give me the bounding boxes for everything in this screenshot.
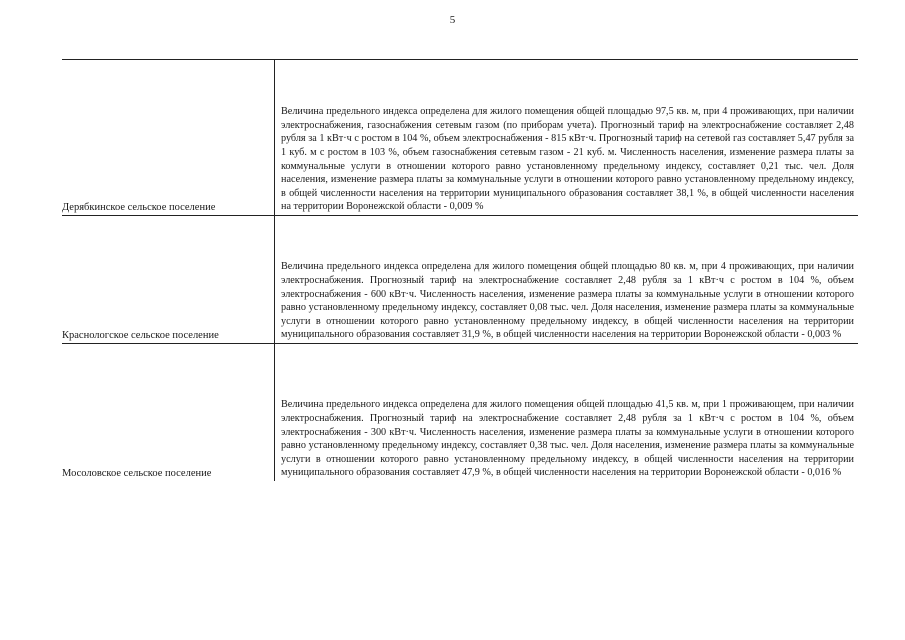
description-cell <box>274 60 858 215</box>
table-row <box>62 216 858 344</box>
settlements-table <box>62 59 858 481</box>
settlement-name: Дерябкинское сельское поселение <box>62 202 216 213</box>
table-row <box>62 60 858 216</box>
table-row <box>62 344 858 481</box>
description-cell <box>274 216 858 343</box>
description-text: Величина предельного индекса определена для жилого помещения общей площадью 97,5 кв. м, при 4 проживающих, при наличии электроснабжения, газоснабжения сетевым газом (по приборам учета). Прогнозный тариф на электроснабжение составляет 2,48 рубля за 1 кВт·ч с ростом в 104 %, объем электроснабжения - 815 кВт·ч. Прогнозный тариф на сетевой газ составляет 5,47 рубля за 1 куб. м с ростом в 103 %, объем газоснабжения сетевым газом - 21 куб. м. Численность населения, изменение размера платы за коммунальные услуги в отношении которого равно установленному предельному индексу, составляет 0,21 тыс. чел. Доля населения, изменение размера платы за коммунальные услуги в отношении которого равно установленному предельному индексу, в общей численности населения на территории муниципального образования составляет 38,1 %, в общей численности населения на территории Воронежской области - 0,009 % <box>281 106 854 213</box>
page-number: 5 <box>449 14 456 26</box>
description-text: Величина предельного индекса определена для жилого помещения общей площадью 80 кв. м, при 4 проживающих, при наличии электроснабжения. Прогнозный тариф на электроснабжение составляет 2,48 рубля за 1 кВт·ч с ростом в 104 %, объем электроснабжения - 600 кВт·ч. Численность населения, изменение размера платы за коммунальные услуги в отношении которого равно установленному предельному индексу, составляет 0,08 тыс. чел. Доля населения, изменение размера платы за коммунальные услуги в отношении которого равно установленному предельному индексу, в общей численности населения на территории муниципального образования составляет 31,9 %, в общей численности населения на территории Воронежской области - 0,003 % <box>281 261 854 341</box>
settlement-name: Краснологское сельское поселение <box>62 330 219 341</box>
settlement-name: Мосоловское сельское поселение <box>62 468 212 479</box>
description-cell <box>274 344 858 481</box>
description-text: Величина предельного индекса определена для жилого помещения общей площадью 41,5 кв. м, при 1 проживающем, при наличии электроснабжения. Прогнозный тариф на электроснабжение составляет 2,48 рубля за 1 кВт·ч с ростом в 104 %, объем электроснабжения - 300 кВт·ч. Численность населения, изменение размера платы за коммунальные услуги в отношении которого равно установленному предельному индексу, составляет 0,38 тыс. чел. Доля населения, изменение размера платы за коммунальные услуги в отношении которого равно установленному предельному индексу, в общей численности населения на территории муниципального образования составляет 47,9 %, в общей численности населения на территории Воронежской области - 0,016 % <box>281 399 854 479</box>
